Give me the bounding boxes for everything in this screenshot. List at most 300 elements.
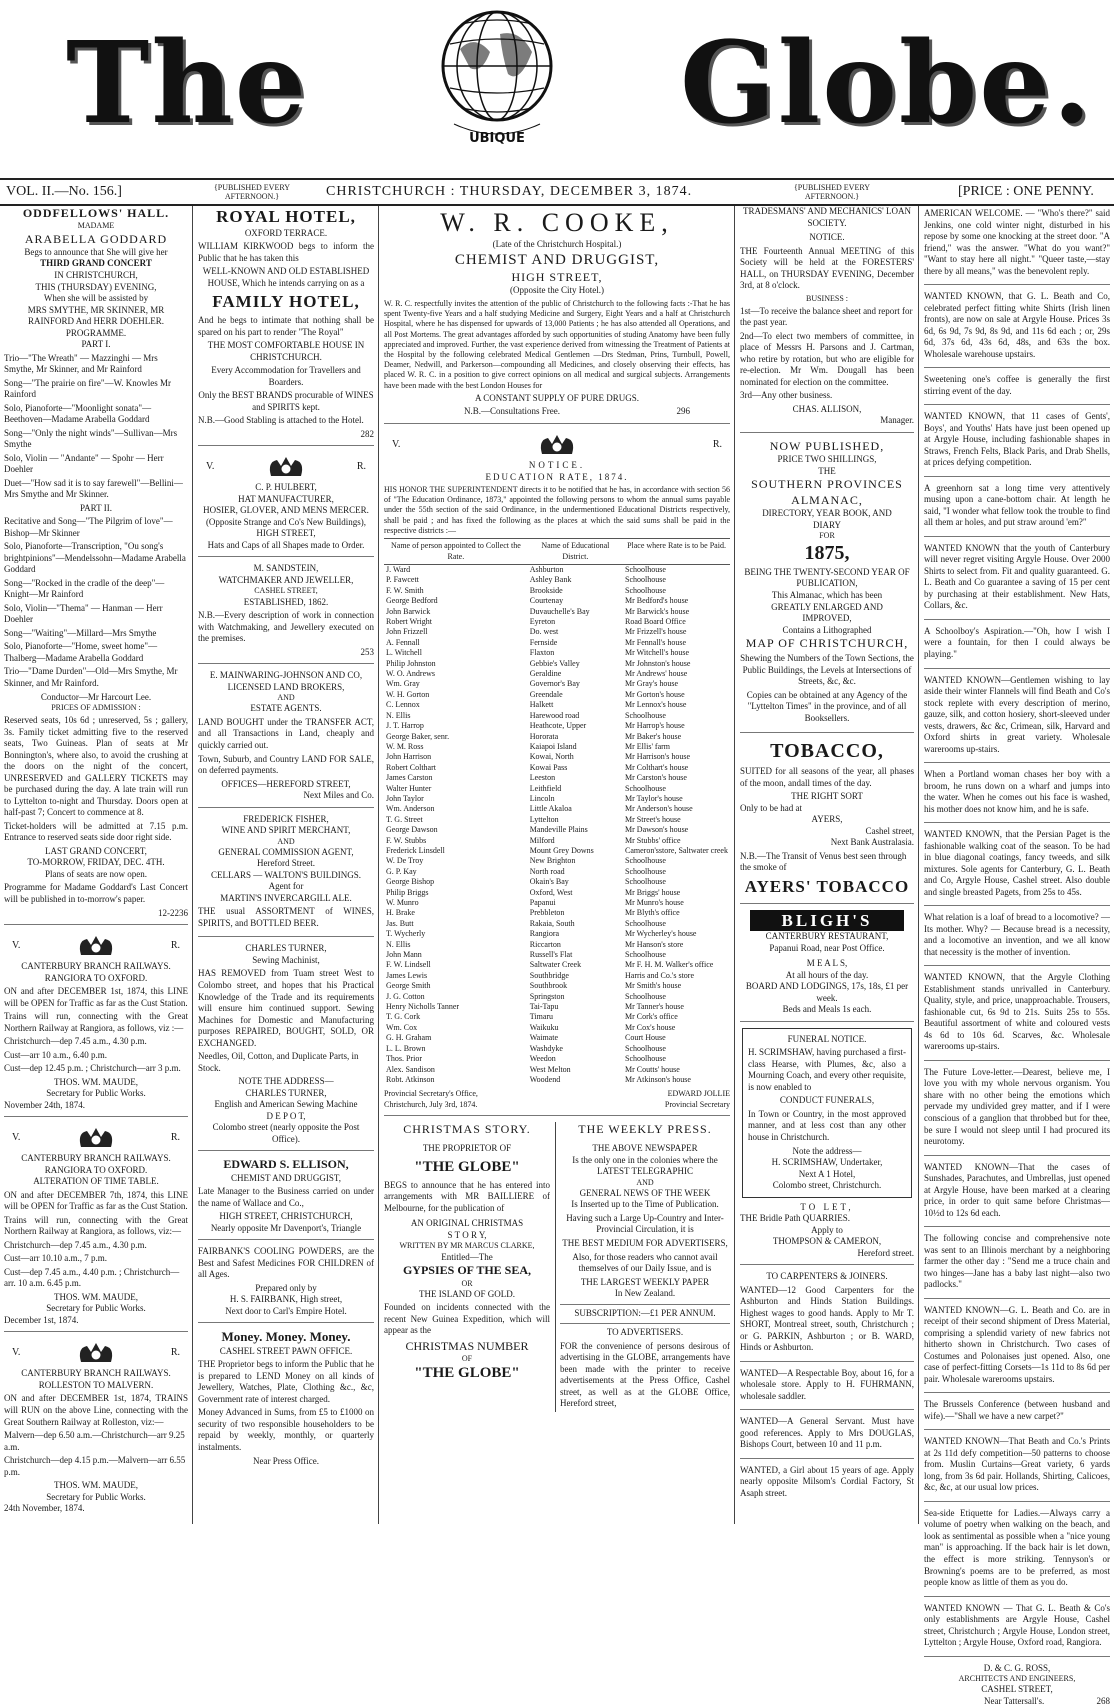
table-cell: Mr Cox's house <box>625 1022 676 1032</box>
column-item <box>924 1162 1110 1228</box>
table-cell: Mr Witchell's house <box>625 648 690 658</box>
timetable-line: Christchurch—dep 7.45 a.m., 4.30 p.m. <box>4 1239 147 1250</box>
table-cell: Cameron'sstore, Saltwater creek <box>625 845 728 855</box>
vr-letter: V. <box>12 1347 21 1359</box>
table-cell: Lyttelton <box>529 814 559 824</box>
bligh-restaurant-ad <box>740 910 914 1022</box>
ad-body: Reserved seats, 10s 6d ; unreserved, 5s ; gallery, 3s. Family ticket admitting five to the reserved seats, Two Guineas. Plan of seats at Mr Bonnington's, where also, to avoid the crushing at the doors on the night of the concert, UNRESERVED and GALLERY TICKETS may be purchased during the day. A late train will run to Lyttelton to-night and Thursday. Doors open at half-past 7; Concert to commence at 8. <box>4 715 188 818</box>
column-item <box>924 769 1110 823</box>
table-row <box>384 565 730 576</box>
ad-text: When she will be assisted by <box>43 293 149 304</box>
table-cell: Harris and Co.'s store <box>625 970 694 980</box>
column-item <box>924 1399 1110 1430</box>
column-item <box>924 1508 1110 1597</box>
ad-heading: NOTICE. <box>528 459 586 470</box>
ad-body: Late Manager to the Business carried on under the name of Wallace and Co., <box>198 1186 374 1208</box>
column-item <box>924 291 1110 368</box>
ellison-ad <box>198 1157 374 1240</box>
ad-text: Provincial Secretary's Office, <box>384 1089 478 1099</box>
table-row <box>384 950 730 960</box>
ad-heading: TOBACCO, <box>770 739 884 762</box>
ad-ref: 296 <box>676 406 690 417</box>
ad-heading: TO ADVERTISERS. <box>560 1323 730 1339</box>
ad-heading: RANGIORA TO OXFORD. <box>44 1164 148 1175</box>
ad-text: PUBLICATION, <box>796 578 858 589</box>
ad-text: THE Bridle Path QUARRIES. <box>740 1213 850 1224</box>
ad-heading: FUNERAL NOTICE. <box>787 1033 867 1044</box>
pawn-office-ad <box>198 1329 374 1472</box>
ad-heading: THIRD GRAND CONCERT <box>40 258 152 269</box>
ad-subheading: HIGH STREET, <box>511 269 603 284</box>
ad-body: N.B.—Good Stabling is attached to the Hotel. <box>198 415 364 426</box>
published-right: {PUBLISHED EVERY AFTERNOON.} <box>793 183 871 201</box>
table-cell: Eyreton <box>529 617 556 627</box>
ad-body: Trains will run, connecting with the Great Northern Railway at Rangiora, as follows, viz :— <box>4 1011 188 1033</box>
railways-ad-3 <box>4 1338 188 1519</box>
table-row <box>384 586 730 596</box>
table-cell: Schoolhouse <box>625 918 666 928</box>
royal-arms <box>198 452 374 482</box>
ad-body: Every Accommodation for Travellers and Boarders. <box>211 365 361 387</box>
cooke-ad <box>384 206 730 424</box>
table-cell: G. P. Kay <box>386 866 417 876</box>
ad-heading: TO-MORROW, FRIDAY, DEC. 4TH. <box>27 857 165 868</box>
to-let-ad <box>740 1202 914 1266</box>
ad-text: MRS SMYTHE, MR SKINNER, MR RAINFORD And HERR DOEHLER. <box>27 304 165 327</box>
column-item <box>924 1603 1110 1657</box>
vr-letter: R. <box>712 438 722 450</box>
table-cell: Saltwater Creek <box>529 960 582 970</box>
table-row <box>384 908 730 918</box>
column-2 <box>198 206 374 1478</box>
table-cell: Robert Wright <box>386 617 432 627</box>
signature: Manager. <box>880 415 914 426</box>
table-cell: W. M. Ross <box>386 741 424 751</box>
table-row <box>384 1054 730 1064</box>
table-cell: A. Fennall <box>386 637 420 647</box>
ad-body: WANTED—A Respectable Boy, about 16, for a wholesale store. Apply to H. FUHRMANN, wholesale saddler. <box>740 1367 914 1401</box>
ad-heading: PRICES OF ADMISSION : <box>51 703 141 713</box>
table-cell: Weedon <box>529 1054 556 1064</box>
table-cell: Mr Street's house <box>625 814 681 824</box>
timetable-line: Cust—arr 10 a.m., 6.40 p.m. <box>4 1049 107 1060</box>
table-cell: Schoolhouse <box>625 710 666 720</box>
table-cell: Court House <box>625 1033 666 1043</box>
table-cell: Mr Gray's house <box>625 679 679 689</box>
table-cell: Heathcote, Upper <box>529 721 587 731</box>
ad-text: WRITTEN BY MR MARCUS CLARKE, <box>399 1241 535 1251</box>
column-3 <box>384 206 730 1412</box>
programme-item: Song—"Rocked in the cradle of the deep"—Knight—Mr Rainford <box>4 577 165 600</box>
ad-text: H. SCRIMSHAW, Undertaker, <box>771 1157 883 1168</box>
table-row <box>384 617 730 627</box>
ad-text: CHEMIST AND DRUGGIST, <box>231 1172 341 1183</box>
table-row <box>384 794 730 804</box>
table-cell: Philip Briggs <box>386 887 429 897</box>
ad-text: Apply to <box>811 1224 843 1235</box>
rate-collectors-table <box>384 538 730 1085</box>
ad-text: FOR <box>819 531 835 541</box>
ad-heading: E. MAINWARING-JOHNSON AND CO, <box>209 670 363 681</box>
timetable-line: Malvern—dep 6.50 a.m.—Christchurch—arr 9.25 a.m. <box>4 1430 185 1452</box>
table-row <box>384 1044 730 1054</box>
signature: THOS. WM. MAUDE, <box>53 1480 139 1491</box>
royal-arms <box>4 931 188 961</box>
wanted-ad <box>740 1465 914 1507</box>
ad-text: Entitled—The <box>441 1251 493 1262</box>
ad-heading: Money. Money. Money. <box>221 1329 351 1345</box>
railways-ad-2 <box>4 1123 188 1332</box>
table-cell: Schoolhouse <box>625 1054 666 1064</box>
timetable-line: Cust—dep 7.45 a.m., 4.40 p.m. ; Christchurch—arr. 10 a.m. 6.45 p.m. <box>4 1266 180 1289</box>
table-cell: F. W. Smith <box>386 585 424 595</box>
signature: THOS. WM. MAUDE, <box>53 1291 139 1302</box>
table-row <box>384 929 730 939</box>
masthead <box>0 0 1114 168</box>
table-cell: Mr Cork's office <box>625 1012 678 1022</box>
ad-text: THIS (THURSDAY) EVENING, <box>35 281 157 292</box>
ad-text: Papanui Road, near Post Office. <box>769 942 885 953</box>
table-row <box>384 596 730 606</box>
table-row <box>384 1023 730 1033</box>
ad-text: NOTE THE ADDRESS— <box>238 1076 334 1087</box>
ad-heading: MAP OF CHRISTCHURCH, <box>745 636 909 651</box>
table-cell: Mr Munro's house <box>625 898 684 907</box>
table-cell: West Melton <box>529 1064 571 1074</box>
table-cell: Mr Ellis' farm <box>625 741 671 751</box>
table-cell: Rakaia, South <box>529 918 575 928</box>
table-cell: Wm. Cox <box>386 1022 418 1032</box>
table-cell: Mr Hanson's store <box>625 939 684 949</box>
ad-heading: TO CARPENTERS & JOINERS. <box>766 1271 888 1282</box>
ad-heading: CHEMIST AND DRUGGIST, <box>454 251 660 268</box>
ad-text: THE PROPRIETOR OF <box>422 1143 512 1154</box>
column-rule <box>918 206 919 1524</box>
ad-text: SUBSCRIPTION:—£1 PER ANNUM. <box>560 1304 730 1320</box>
railways-ad-1 <box>4 931 188 1117</box>
table-cell: T. G. Street <box>386 814 423 824</box>
ad-text: Cashel street, <box>865 825 914 836</box>
table-cell: J. G. Cotton <box>386 991 425 1001</box>
table-cell: Mr Taylor's house <box>625 793 683 803</box>
column-item <box>924 543 1110 620</box>
table-cell: Mandeville Plains <box>529 825 588 835</box>
ad-heading: ROYAL HOTEL, <box>216 207 356 226</box>
signature: CHAS. ALLISON, <box>792 403 862 414</box>
item-text: A Schoolboy's Aspiration.—"Oh, how I wish I were a fountain, for then I could always be playing." <box>924 625 1110 659</box>
table-cell: Mr Bedford's house <box>625 596 689 606</box>
column-item <box>924 626 1110 669</box>
ad-body: WELL-KNOWN AND OLD ESTABLISHED HOUSE, Which he intends carrying on as a <box>202 266 370 288</box>
table-cell: J. Ward <box>386 565 411 574</box>
ad-body: Shewing the Numbers of the Town Sections, the Public Buildings, the Levels at Intersections of Streets, &c, &c. <box>740 653 914 687</box>
table-cell: Tai-Tapu <box>529 1002 559 1012</box>
ad-body: In Town or Country, in the most approved manner, and at less cost than any other house in Christchurch. <box>748 1108 906 1142</box>
vr-letter: R. <box>170 1347 180 1359</box>
ad-text: AND <box>277 836 295 846</box>
table-cell: Schoolhouse <box>625 1043 666 1053</box>
ross-ad <box>924 1663 1110 1707</box>
item-text: The Brussels Conference (between husband and wife).—"Shall we have a new carpet?" <box>924 1399 1110 1421</box>
ad-text: OFFICES—HEREFORD STREET, <box>221 778 351 789</box>
ad-text: GENERAL COMMISSION AGENT, <box>218 846 354 857</box>
table-cell: Waimate <box>529 1033 558 1043</box>
ad-text: S T O R Y, <box>447 1229 487 1240</box>
ad-text: In New Zealand. <box>614 1288 676 1299</box>
timetable-line: Christchurch—dep 7.45 a.m., 4.30 p.m. <box>4 1036 147 1047</box>
table-cell: Wm. Gray <box>386 679 420 689</box>
ad-text: H. S. FAIRBANK, High street, <box>229 1294 343 1305</box>
item-text: Sweetening one's coffee is generally the first stirring event of the day. <box>924 374 1110 396</box>
table-row <box>384 690 730 700</box>
programme-item: Solo, Violin — "Andante" — Spohr — Herr Doehler <box>4 452 164 475</box>
globe-icon <box>440 4 555 164</box>
ad-text: Near Tattersall's. <box>984 1695 1045 1706</box>
ad-heading: ARABELLA GODDARD <box>24 231 168 246</box>
table-cell: North road <box>529 866 565 876</box>
ad-text: GREATLY ENLARGED AND <box>771 601 883 612</box>
table-cell: Philip Johnston <box>386 658 436 668</box>
table-cell: Waikuku <box>529 1022 559 1032</box>
table-cell: Little Akaloa <box>529 804 572 814</box>
vr-letter: V. <box>12 939 21 951</box>
ad-text: IN CHRISTCHURCH, <box>54 269 138 280</box>
item-text: WANTED KNOWN—Gentlemen wishing to lay aside their winter Flannels will find Beath and Co's stock replete with every description of merino, gauze, silk, and cotton hosiery, short-sleeved under vests, drawers, &c &c, Crimean, silk, Harvard and Oxford shirts in great variety. Wholesale warerooms up-stairs. <box>924 674 1110 754</box>
programme-item: Song—"Waiting"—Millard—Mrs Smythe <box>4 627 157 638</box>
table-row <box>384 836 730 846</box>
ad-heading: W. R. COOKE, <box>440 208 674 237</box>
education-rate-notice <box>384 430 730 1116</box>
table-row <box>384 742 730 752</box>
ad-body: 3rd—Any other business. <box>740 390 833 401</box>
ad-body: HAS REMOVED from Tuam street West to Colombo street, and hopes that his Practical Knowledge of the Trade and its requirements will ensure him continued support. Sewing Machines for Domestic and Manufacturing purposes REPAIRED, BOUGHT, SOLD, OR EXCHANGED. <box>198 968 374 1048</box>
ad-text: CHARLES TURNER, <box>245 1087 327 1098</box>
table-row <box>384 1002 730 1012</box>
table-cell: Russell's Flat <box>529 950 573 960</box>
signature: Secretary for Public Works. <box>46 1491 146 1502</box>
ad-text: ARCHITECTS AND ENGINEERS, <box>958 1674 1076 1684</box>
ad-heading: 1875, <box>804 542 850 565</box>
table-cell: H. Brake <box>386 908 415 918</box>
table-cell: Halkett <box>529 700 554 710</box>
column-rule <box>378 206 379 1524</box>
table-cell: Walter Hunter <box>386 783 432 793</box>
ad-text: (Late of the Christchurch Hospital.) <box>492 239 622 250</box>
table-cell: Okain's Bay <box>529 877 569 887</box>
item-text: WANTED KNOWN—G. L. Beath and Co. are in receipt of their second shipment of Dress Material, comprising a splendid variety of new fabrics not hitherto shown in Christchurch. Two cases of Costumes and Polonaises just opened. Also, one case of perfect-fitting Corsets—1s 11d to 8s 6d per pair. Wholesale warerooms upstairs. <box>924 1304 1110 1384</box>
ad-body: ON and after DECEMBER 7th, 1874, this LINE will be OPEN for Traffic as far as the Cust Station. <box>4 1189 188 1212</box>
programme-item: Trio—"The Wreath" — Mazzinghi — Mrs Smythe, Mr Skinner, and Mr Rainford <box>4 352 158 375</box>
table-cell: Mr Dawson's house <box>625 825 689 835</box>
table-row <box>384 804 730 814</box>
ad-text: BOARD AND LODGINGS, 17s, 18s, £1 per week. <box>745 981 909 1003</box>
mainwaring-ad <box>198 670 374 807</box>
table-row <box>384 1075 730 1085</box>
ad-subheading: CANTERBURY RESTAURANT, <box>765 931 889 942</box>
table-row <box>384 898 730 908</box>
ad-heading: LAST GRAND CONCERT, <box>45 845 147 856</box>
table-cell: Woodend <box>529 1074 561 1084</box>
column-rule <box>734 206 735 1524</box>
ad-body: N.B.—The Transit of Venus best seen through the smoke of <box>740 850 907 873</box>
vr-letter: V. <box>206 460 215 472</box>
programme-item: Recitative and Song—"The Pilgrim of love"—Bishop—Mr Skinner <box>4 516 173 538</box>
table-cell: Kowai, North <box>529 752 574 762</box>
column-item <box>924 1305 1110 1394</box>
table-cell: F. W. Stubbs <box>386 835 427 845</box>
item-text: The following concise and comprehensive note was sent to an Illinois merchant by a neighboring farmer the other day : "Send me a truce chain and two hinges—Jane has a baby last night—also two padlocks." <box>924 1233 1110 1290</box>
table-row <box>384 607 730 617</box>
ad-body: HIS HONOR THE SUPERINTENDENT directs it to be notified that he has, in accordance with section 56 of "The Education Ordinance, 1873," appointed the following persons to whom the annual sums payable under the 55th section of the said Ordinance, in the undermentioned Educational Districts respectively, shall be paid ; and has fixed the following as the places at which the said sums shall be paid in the respective districts :— <box>384 485 730 535</box>
item-text: WANTED KNOWN — That G. L. Beath & Co's only establishments are Argyle House, Cashel street, Christchurch ; Argyle House, London street, Lyttelton ; Argyle House, Oxford road, Rangiora. <box>924 1602 1110 1648</box>
table-row <box>384 700 730 710</box>
table-cell: Robt. Atkinson <box>386 1074 435 1084</box>
ad-text: (Opposite Strange and Co's New Buildings), HIGH STREET, <box>205 516 367 539</box>
ad-text: PART I. <box>81 339 111 350</box>
table-cell: N. Ellis <box>386 939 411 949</box>
table-cell: F. W. Lindsell <box>386 960 431 970</box>
table-cell: Southbridge <box>529 970 569 980</box>
royal-hotel-ad <box>198 206 374 446</box>
programme-item: Solo, Pianoforte—"Home, sweet home"—Thalberg—Madame Arabella Goddard <box>4 641 158 663</box>
signature: THOS. WM. MAUDE, <box>53 1076 139 1087</box>
table-cell: Schoolhouse <box>625 565 666 574</box>
royal-arms <box>4 1123 188 1153</box>
carpenters-ad <box>740 1271 914 1362</box>
ad-heading: CHRISTMAS NUMBER <box>405 1338 529 1353</box>
table-row <box>384 732 730 742</box>
ad-text: N.B.—Consultations Free. <box>464 406 560 417</box>
table-cell: Schoolhouse <box>625 856 666 866</box>
table-cell: George Bedford <box>386 596 438 606</box>
ad-heading: ALTERATION OF TIME TABLE. <box>33 1176 159 1187</box>
table-cell: W. H. Gorton <box>386 689 430 699</box>
table-header: Name of Educational District. <box>528 539 623 565</box>
ad-text: Only to be had at <box>740 802 802 813</box>
table-cell: James Lewis <box>386 970 428 980</box>
ad-body: ON and after DECEMBER 1st, 1874, this LINE will be OPEN for Traffic as far as the Cust Station. <box>4 986 188 1008</box>
ad-body: THE MOST COMFORTABLE HOUSE IN CHRISTCHURCH. <box>207 340 365 362</box>
weekly-press-ad <box>560 1122 730 1412</box>
item-text: WANTED KNOWN, that 11 cases of Gents', Boys', and Youths' Hats have just been opened up at Argyle House, including fashionable shapes in Straws, French Felts, Black Paris, and Drab Shells, at prices defying competition. <box>924 411 1110 468</box>
table-cell: L. L. Brown <box>386 1043 426 1053</box>
programme-item: Trio—"Dame Durden"—Old—Mrs Smythe, Mr Skinner, and Mr Rainford. <box>4 666 178 688</box>
item-text: When a Portland woman chases her boy with a broom, he runs down on a wharf and jumps into the water. When he comes out his face is washed, his mother does not know him, and he is safe. <box>924 769 1110 814</box>
table-cell: W. De Troy <box>386 856 424 866</box>
ad-heading: PROGRAMME. <box>65 327 127 338</box>
table-row <box>384 981 730 991</box>
royal-crest-icon <box>73 1125 119 1151</box>
ad-body: N.B.—Every description of work in connection with Watchmaking, and Jewellery executed on the premises. <box>198 610 374 644</box>
ad-text: Nearly opposite Mr Davenport's, Triangle <box>210 1222 362 1233</box>
table-cell: George Bishop <box>386 877 435 887</box>
ad-text: MARTIN'S INVERCARGILL ALE. <box>220 892 352 903</box>
timetable-line: Christchurch—dep 4.15 p.m.—Malvern—arr 6.55 p.m. <box>4 1455 186 1477</box>
ad-text: PRICE TWO SHILLINGS, <box>777 454 877 465</box>
wanted-ad <box>740 1416 914 1459</box>
ad-body: THE Proprietor begs to inform the Public that he is prepared to LEND Money on all kinds of Jewellery, Watches, Plate, Clothing &c., &c, Government rate of interest charged. <box>198 1359 374 1404</box>
ad-text: AND <box>636 1177 654 1187</box>
column-4 <box>740 206 914 1512</box>
table-cell: Henry Nicholls Tanner <box>386 1002 460 1012</box>
ad-text: Conductor—Mr Harcourt Lee. <box>40 691 152 702</box>
ad-text: LATEST TELEGRAPHIC <box>597 1166 693 1177</box>
ad-text: HOSIER, GLOVER, AND MENS MERCER. <box>203 505 369 516</box>
ad-body: 2nd—To elect two members of committee, in place of Messrs H. Parsons and J. Cartman, who retire by rotation, but who are eligible for re-election. Mr Wm. Dougall has been nominated for election on the committee. <box>740 330 914 387</box>
column-item <box>924 1067 1110 1156</box>
vr-letter: R. <box>356 460 366 472</box>
item-text: A greenhorn sat a long time very attentively musing upon a cane-bottom chair. At length he said, "I wonder what fellow took the trouble to find all them ar holes, and put straw around 'em?" <box>924 482 1110 528</box>
sandstein-ad <box>198 563 374 664</box>
ad-text: THE BEST MEDIUM FOR ADVERTISERS, <box>562 1237 728 1248</box>
table-row <box>384 575 730 585</box>
table-cell: Schoolhouse <box>625 575 666 585</box>
ad-body: SUITED for all seasons of the year, all phases of the moon, andall times of the day. <box>740 766 914 788</box>
table-cell: George Dawson <box>386 825 438 835</box>
vr-letter: R. <box>170 1131 180 1143</box>
table-cell: Kowai Pass <box>529 762 568 772</box>
table-row <box>384 1065 730 1075</box>
table-cell: Leithfield <box>529 783 562 793</box>
ad-text: Next Bank Australasia. <box>830 837 914 848</box>
ad-text: MADAME <box>77 221 115 231</box>
table-cell: Rangiora <box>529 929 560 939</box>
table-cell: Mr Frizzell's house <box>625 627 687 637</box>
table-cell: Fernside <box>529 637 558 647</box>
table-cell: Riccarton <box>529 939 561 949</box>
ad-text: Hereford Street. <box>257 858 315 869</box>
ad-text: CELLARS — WALTON'S BUILDINGS. <box>211 869 361 880</box>
table-row <box>384 669 730 679</box>
table-cell: Mr Stubbs' office <box>625 835 681 845</box>
vr-letter: V. <box>12 1131 21 1143</box>
column-5 <box>924 206 1110 1707</box>
table-row <box>384 752 730 762</box>
column-item <box>924 912 1110 966</box>
table-cell: Schoolhouse <box>625 866 666 876</box>
programme-item: Song—"Only the night winds"—Sullivan—Mrs Smythe <box>4 427 178 450</box>
ad-body: WANTED—A General Servant. Must have good references. Apply to Mrs DOUGLAS, Bishops Court, between 10 and 11 p.m. <box>740 1416 914 1450</box>
table-cell: Brookside <box>529 585 563 595</box>
table-row <box>384 711 730 721</box>
ad-date: December 1st, 1874. <box>4 1314 79 1325</box>
vr-letter: V. <box>392 438 401 450</box>
ad-body: Having such a Large Up-Country and Inter-Provincial Circulation, it is <box>566 1212 724 1235</box>
table-cell: Mr Wycherley's house <box>625 929 697 939</box>
column-rule <box>192 206 193 1524</box>
ad-text: CASHEL STREET PAWN OFFICE. <box>219 1345 353 1356</box>
ad-text: Hereford street. <box>857 1247 914 1258</box>
fisher-ad <box>198 814 374 938</box>
table-cell: George Smith <box>386 981 431 991</box>
ad-body: Money Advanced in Sums, from £5 to £1000 on security of two responsible householders to be repaid by weekly, monthly, or quarterly instalments. <box>198 1407 374 1452</box>
ad-date: November 24th, 1874. <box>4 1099 85 1110</box>
tobacco-ad <box>740 739 914 904</box>
ad-text: AND <box>277 693 295 703</box>
ad-body: Ticket-holders will be admitted at 7.15 p.m. Entrance to reserved seats side door right side. <box>4 820 188 843</box>
table-cell: Alex. Sandison <box>386 1064 435 1074</box>
ad-body: W. R. C. respectfully invites the attention of the public of Christchurch to the following facts :-That he has spent Twenty-five Years and a half studying Medicine and Surgery, Eight Years and a half at Christchurch Hospital, where he has dispensed for upwards of 13,000 Patients ; he has also attended all Operations, and all Post Mortems. The great advantages afforded by such opportunities of studing Anatomy have been fully appreciated and improved. Further, the vast experience derived from witnessing the Treatment of Patients at the Hospital by the following celebrated Medical Gentlemen —Drs Stedman, Prins, Turnbull, Powell, Deamer, Nedwill, and Parkerson—compounding all Medicines, and closely observing their effects, has placed W. R. C. in a position to give correct opinions on all medical and surgical subjects. Arrangements have been made with the best London Houses for <box>384 298 730 390</box>
table-header: Place where Rate is to be Paid. <box>623 539 730 565</box>
oddfellows-ad <box>4 206 188 925</box>
ad-text: Next A 1 Hotel, <box>798 1168 856 1179</box>
table-cell: Schoolhouse <box>625 991 666 1001</box>
table-cell: Wm. Anderson <box>386 804 435 814</box>
table-row <box>384 960 730 970</box>
ad-text: Next door to Carl's Empire Hotel. <box>225 1305 347 1316</box>
table-cell: Greendale <box>529 689 563 699</box>
ad-text: This Almanac, which has been <box>771 590 883 600</box>
